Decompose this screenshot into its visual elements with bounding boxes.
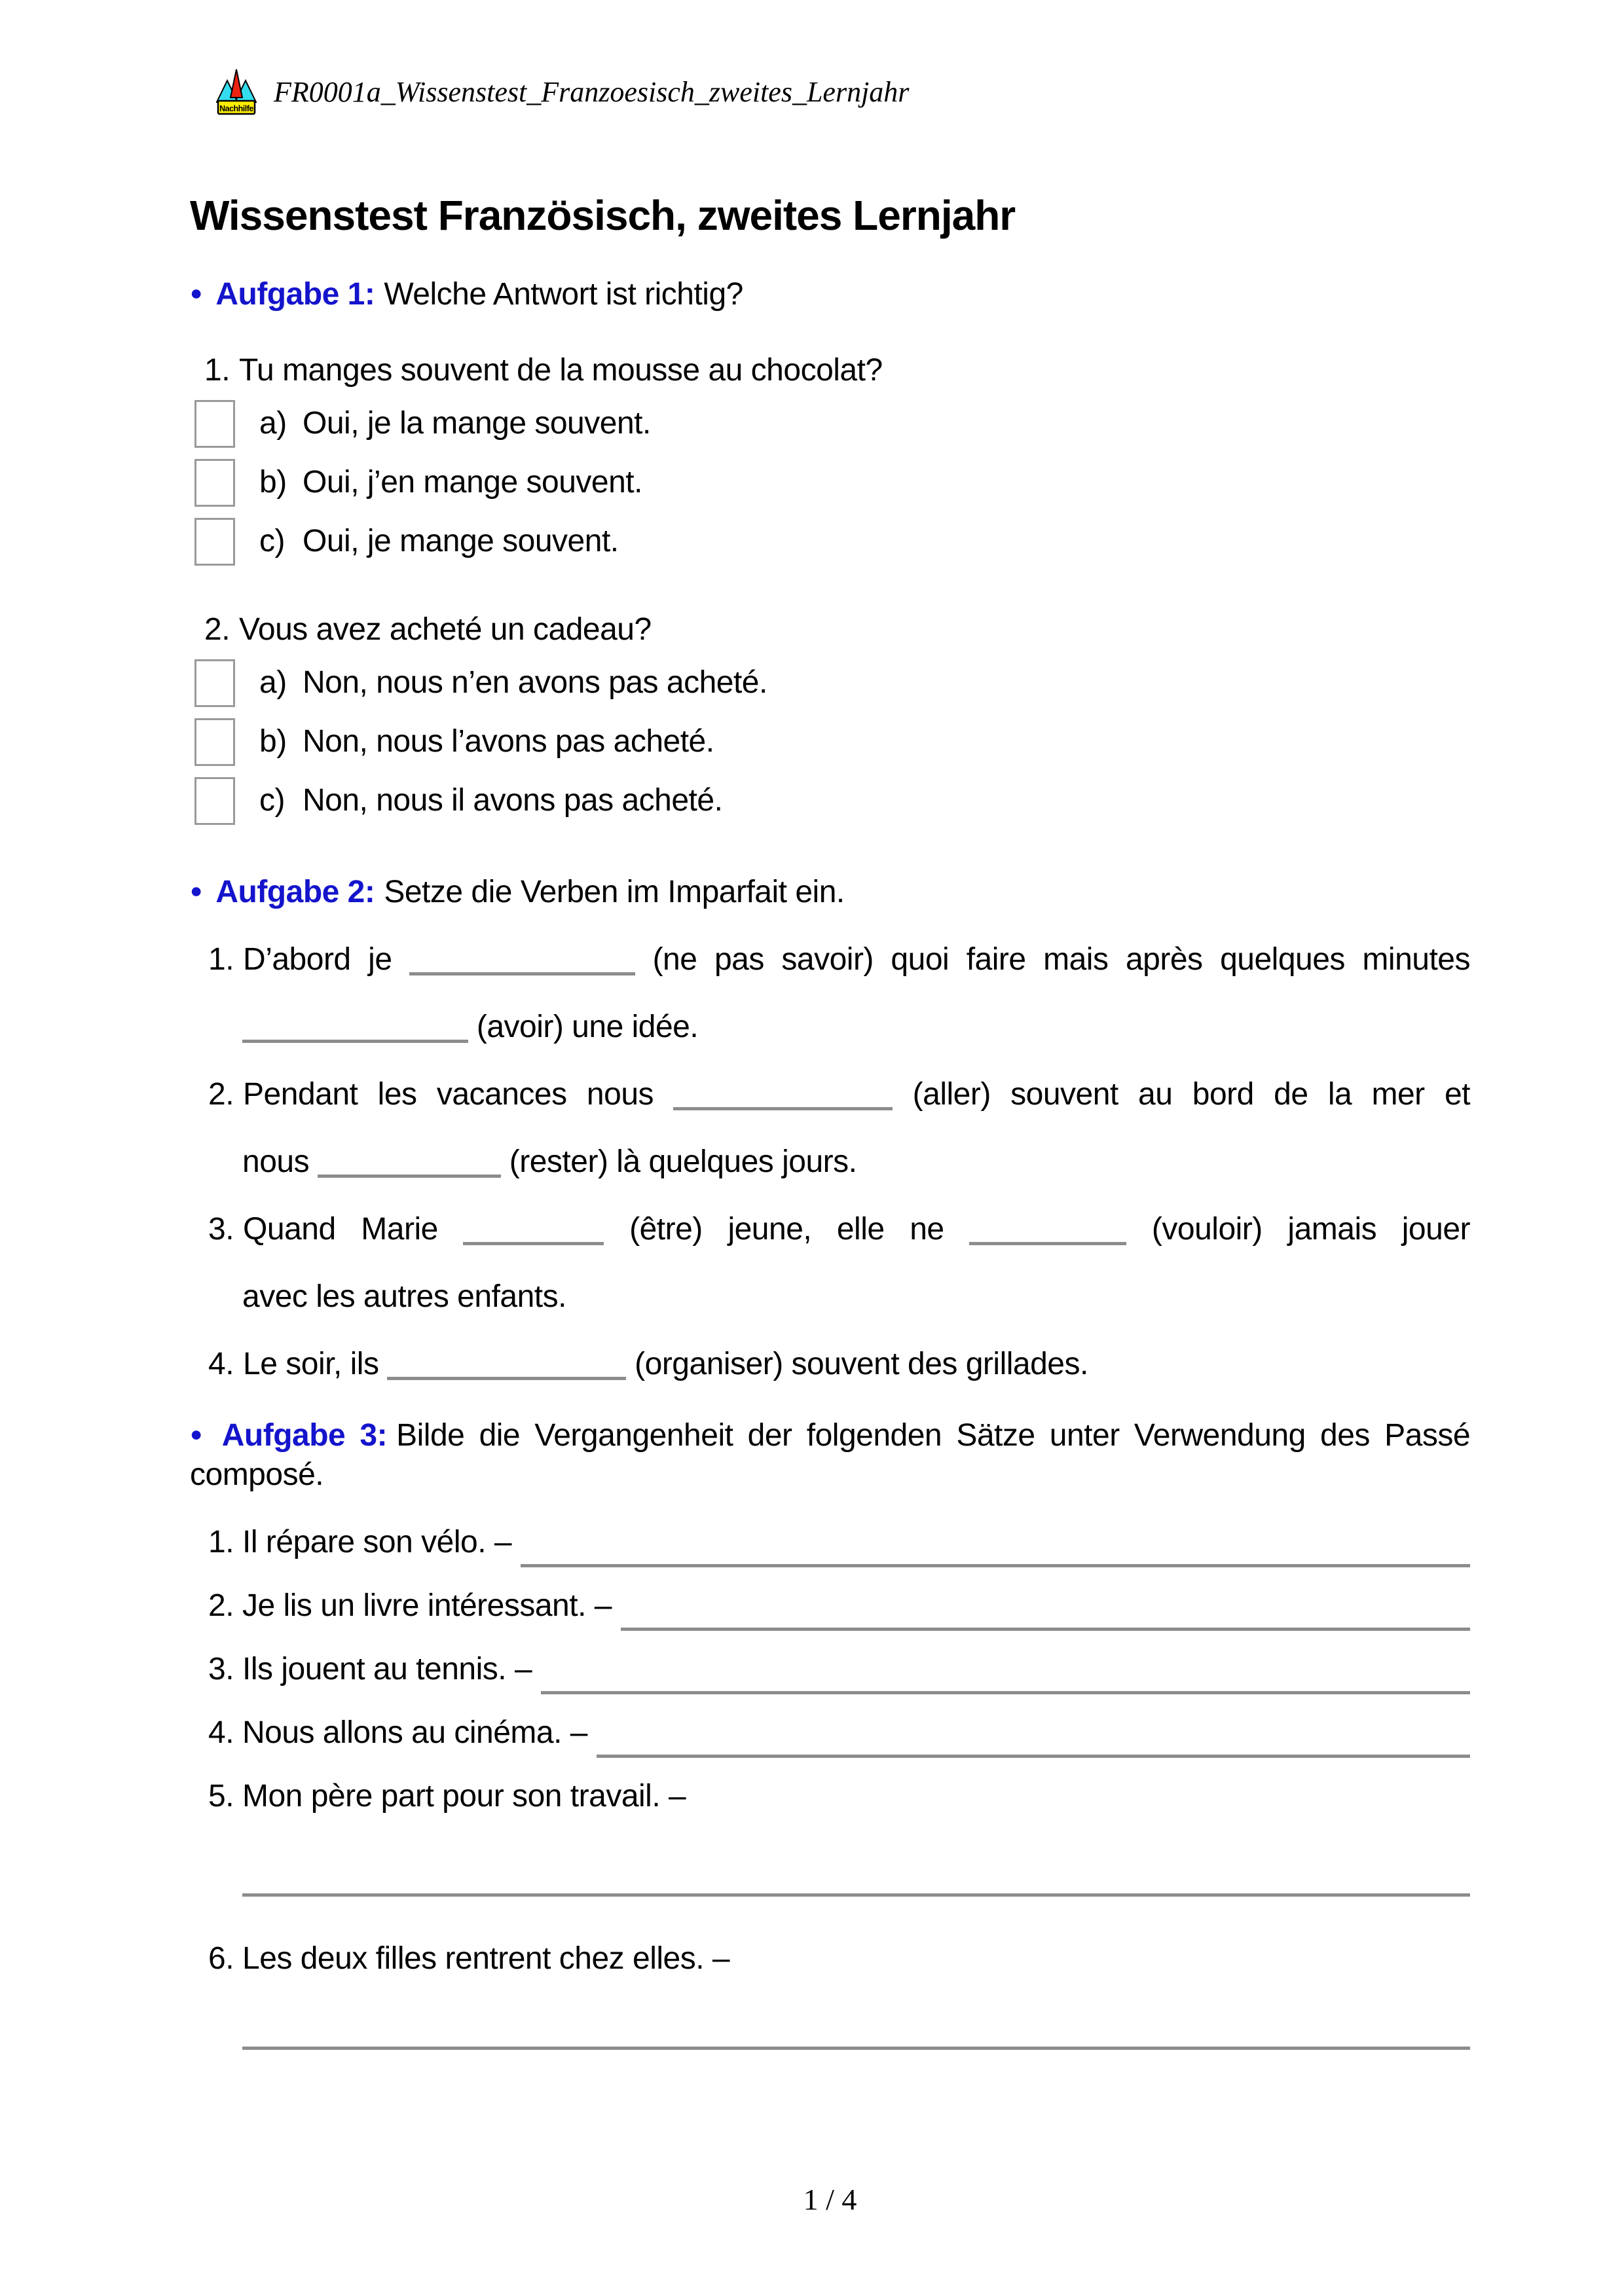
question-text: Vous avez acheté un cadeau? (239, 612, 652, 647)
task-1-label: Aufgabe 1: (215, 277, 375, 312)
answer-item (190, 1941, 1470, 1977)
sentence-text: D’abord je (243, 942, 410, 977)
sentence-text: Quand Marie (243, 1212, 464, 1247)
fill-line (190, 1076, 1470, 1113)
fill-in-blank[interactable] (318, 1158, 501, 1178)
task-section-1 (190, 274, 1470, 825)
answer-line[interactable] (242, 2047, 1470, 2050)
sentence-text: Il répare son vélo. – (242, 1525, 512, 1559)
item-number: 4. (208, 1715, 234, 1750)
page-number: 1 / 4 (803, 2183, 857, 2216)
fill-in-blank[interactable] (673, 1091, 893, 1110)
sentence-text: Pendant les vacances nous (243, 1077, 674, 1112)
sentence-text: (rester) là quelques jours. (500, 1144, 857, 1179)
sentence-text: (ne pas savoir) quoi faire mais après quelques minutes (635, 942, 1471, 977)
bullet-icon: ● (190, 281, 203, 304)
answer-checkbox[interactable] (194, 718, 235, 766)
question-number: 2. (204, 612, 231, 647)
option-text: Non, nous il avons pas acheté. (303, 783, 723, 818)
answer-item (190, 1715, 1470, 1751)
fill-in-blank[interactable] (409, 956, 635, 975)
fill-line (190, 1346, 1470, 1383)
answer-item (190, 1778, 1470, 1815)
mc-option (190, 458, 1470, 507)
question-text: Tu manges souvent de la mousse au chocolat? (239, 353, 883, 388)
answer-item (190, 1588, 1470, 1624)
question-line (190, 611, 1470, 648)
option-text: Non, nous l’avons pas acheté. (303, 724, 714, 759)
mc-option (190, 659, 1470, 707)
nachhilfe-logo-icon (216, 67, 257, 117)
task-3-label: Aufgabe 3: (221, 1418, 388, 1453)
page-footer (190, 2182, 1470, 2217)
answer-line[interactable] (521, 1564, 1470, 1567)
item-number: 1. (208, 1525, 234, 1559)
page-title: Wissenstest Französisch, zweites Lernjahr (190, 192, 1016, 239)
fill-in-blank[interactable] (387, 1360, 626, 1380)
fill-line (190, 1211, 1470, 1248)
task-2-instruction: Setze die Verben im Imparfait ein. (384, 875, 845, 909)
option-text: Non, nous n’en avons pas acheté. (303, 665, 767, 700)
option-letter: a) (259, 406, 287, 441)
mc-question (190, 611, 1470, 825)
answer-checkbox[interactable] (194, 777, 235, 825)
option-letter: a) (259, 665, 287, 700)
option-letter: c) (259, 524, 285, 558)
answer-line[interactable] (597, 1755, 1470, 1758)
item-number: 3. (208, 1652, 234, 1686)
task-3-instruction: Bilde die Vergangenheit der folgenden Sätze unter Verwendung des Passé composé. (190, 1418, 1471, 1492)
item-number: 5. (208, 1779, 234, 1813)
fill-in-blank[interactable] (969, 1226, 1126, 1245)
answer-item (190, 1651, 1470, 1688)
answer-checkbox[interactable] (194, 459, 235, 507)
answer-line[interactable] (242, 1893, 1470, 1897)
mc-option (190, 776, 1470, 825)
task-section-2 (190, 872, 1470, 1383)
task-2-label: Aufgabe 2: (215, 875, 375, 909)
document-filename: FR0001a_Wissenstest_Franzoesisch_zweites_Lernjahr (274, 76, 910, 108)
sentence-text: Nous allons au cinéma. – (242, 1715, 587, 1750)
bullet-icon: ● (190, 879, 203, 902)
answer-line[interactable] (541, 1691, 1470, 1694)
task-section-3 (190, 1414, 1470, 2050)
fill-line (190, 941, 1470, 978)
page-header (190, 0, 1470, 117)
item-number: 6. (208, 1941, 234, 1976)
answer-item-list (190, 1524, 1470, 2050)
item-number: 3. (208, 1212, 234, 1247)
answer-line[interactable] (621, 1628, 1470, 1631)
answer-checkbox[interactable] (194, 659, 235, 707)
fill-line (190, 1009, 1470, 1046)
sentence-text: Je lis un livre intéressant. – (242, 1588, 612, 1623)
option-list (190, 399, 1470, 566)
sentence-text: Les deux filles rentrent chez elles. – (242, 1941, 730, 1976)
answer-item (190, 1524, 1470, 1561)
mc-option (190, 517, 1470, 566)
option-text: Oui, j’en mange souvent. (303, 465, 642, 500)
task-1-instruction: Welche Antwort ist richtig? (384, 277, 743, 312)
option-list (190, 659, 1470, 825)
mc-question-list (190, 352, 1470, 825)
sentence-text: (vouloir) jamais jouer (1126, 1212, 1471, 1247)
sentence-text: (aller) souvent au bord de la mer et (893, 1077, 1470, 1112)
sentence-text: nous (242, 1144, 318, 1179)
task-1-heading (190, 274, 1470, 313)
fill-in-blank[interactable] (242, 1023, 468, 1043)
answer-checkbox[interactable] (194, 518, 235, 566)
fill-in-blank[interactable] (463, 1226, 604, 1245)
mc-option (190, 718, 1470, 766)
sentence-text: avec les autres enfants. (242, 1279, 566, 1314)
question-line (190, 352, 1470, 389)
item-number: 1. (208, 942, 234, 977)
option-letter: b) (259, 465, 287, 500)
logo-label: Nachhilfe (219, 104, 253, 113)
item-number: 2. (208, 1077, 234, 1112)
sentence-text: (avoir) une idée. (468, 1010, 699, 1044)
fill-item-list (190, 941, 1470, 1383)
task-2-heading (190, 872, 1470, 911)
sentence-text: Mon père part pour son travail. – (242, 1779, 686, 1813)
bullet-icon: ● (190, 1422, 209, 1446)
answer-checkbox[interactable] (194, 400, 235, 448)
sentence-text: Ils jouent au tennis. – (242, 1652, 532, 1686)
sentence-text: (être) jeune, elle ne (604, 1212, 970, 1247)
option-text: Oui, je la mange souvent. (303, 406, 651, 441)
sentence-text: (organiser) souvent des grillades. (626, 1347, 1088, 1381)
fill-line (190, 1144, 1470, 1180)
option-letter: c) (259, 783, 285, 818)
item-number: 2. (208, 1588, 234, 1623)
task-3-heading (190, 1414, 1470, 1495)
fill-line (190, 1279, 1470, 1315)
mc-option (190, 399, 1470, 448)
sentence-text: Le soir, ils (243, 1347, 388, 1381)
question-number: 1. (204, 353, 231, 388)
option-text: Oui, je mange souvent. (303, 524, 619, 558)
item-number: 4. (208, 1347, 234, 1381)
mc-question (190, 352, 1470, 566)
option-letter: b) (259, 724, 287, 759)
